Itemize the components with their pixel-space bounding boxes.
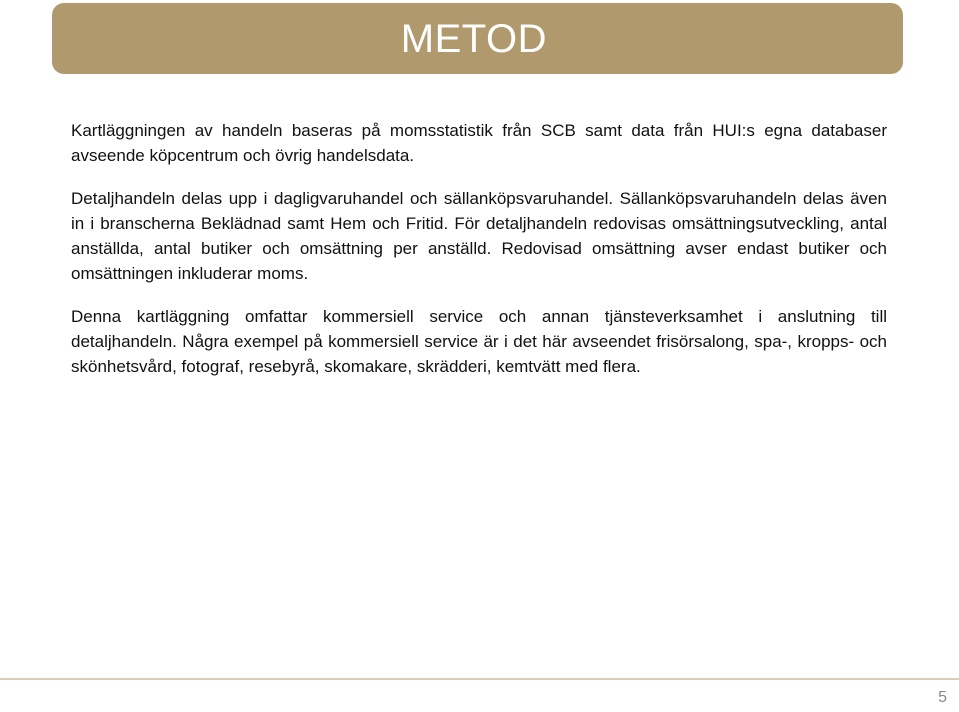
footer-divider	[0, 678, 959, 680]
paragraph-commercial-service: Denna kartläggning omfattar kommersiell service och annan tjänsteverksamhet i anslutning till detaljhandeln. Några exempel på kommersiell service är i det här avseendet frisörsalong, spa-, kropps- och skönhetsvård, fotograf, resebyrå, skomakare, skrädderi, kemtvätt med flera.	[71, 307, 887, 376]
page-number: 5	[938, 689, 947, 706]
paragraph-retail-segments: Detaljhandeln delas upp i dagligvaruhandel och sällanköpsvaruhandel. Sällanköpsvaruhandeln delas även in i branscherna Beklädnad samt Hem och Fritid. För detaljhandeln redovisas omsättningsutveckling, antal anställda, antal butiker och omsättning per anställd. Redovisad omsättning avser endast butiker och omsättningen inkluderar moms.	[71, 189, 887, 283]
title-banner	[52, 3, 903, 74]
paragraph-data-sources: Kartläggningen av handeln baseras på momsstatistik från SCB samt data från HUI:s egna databaser avseende köpcentrum och övrig handelsdata.	[71, 121, 887, 165]
body-text	[71, 118, 887, 397]
page-title: METOD	[400, 16, 547, 61]
